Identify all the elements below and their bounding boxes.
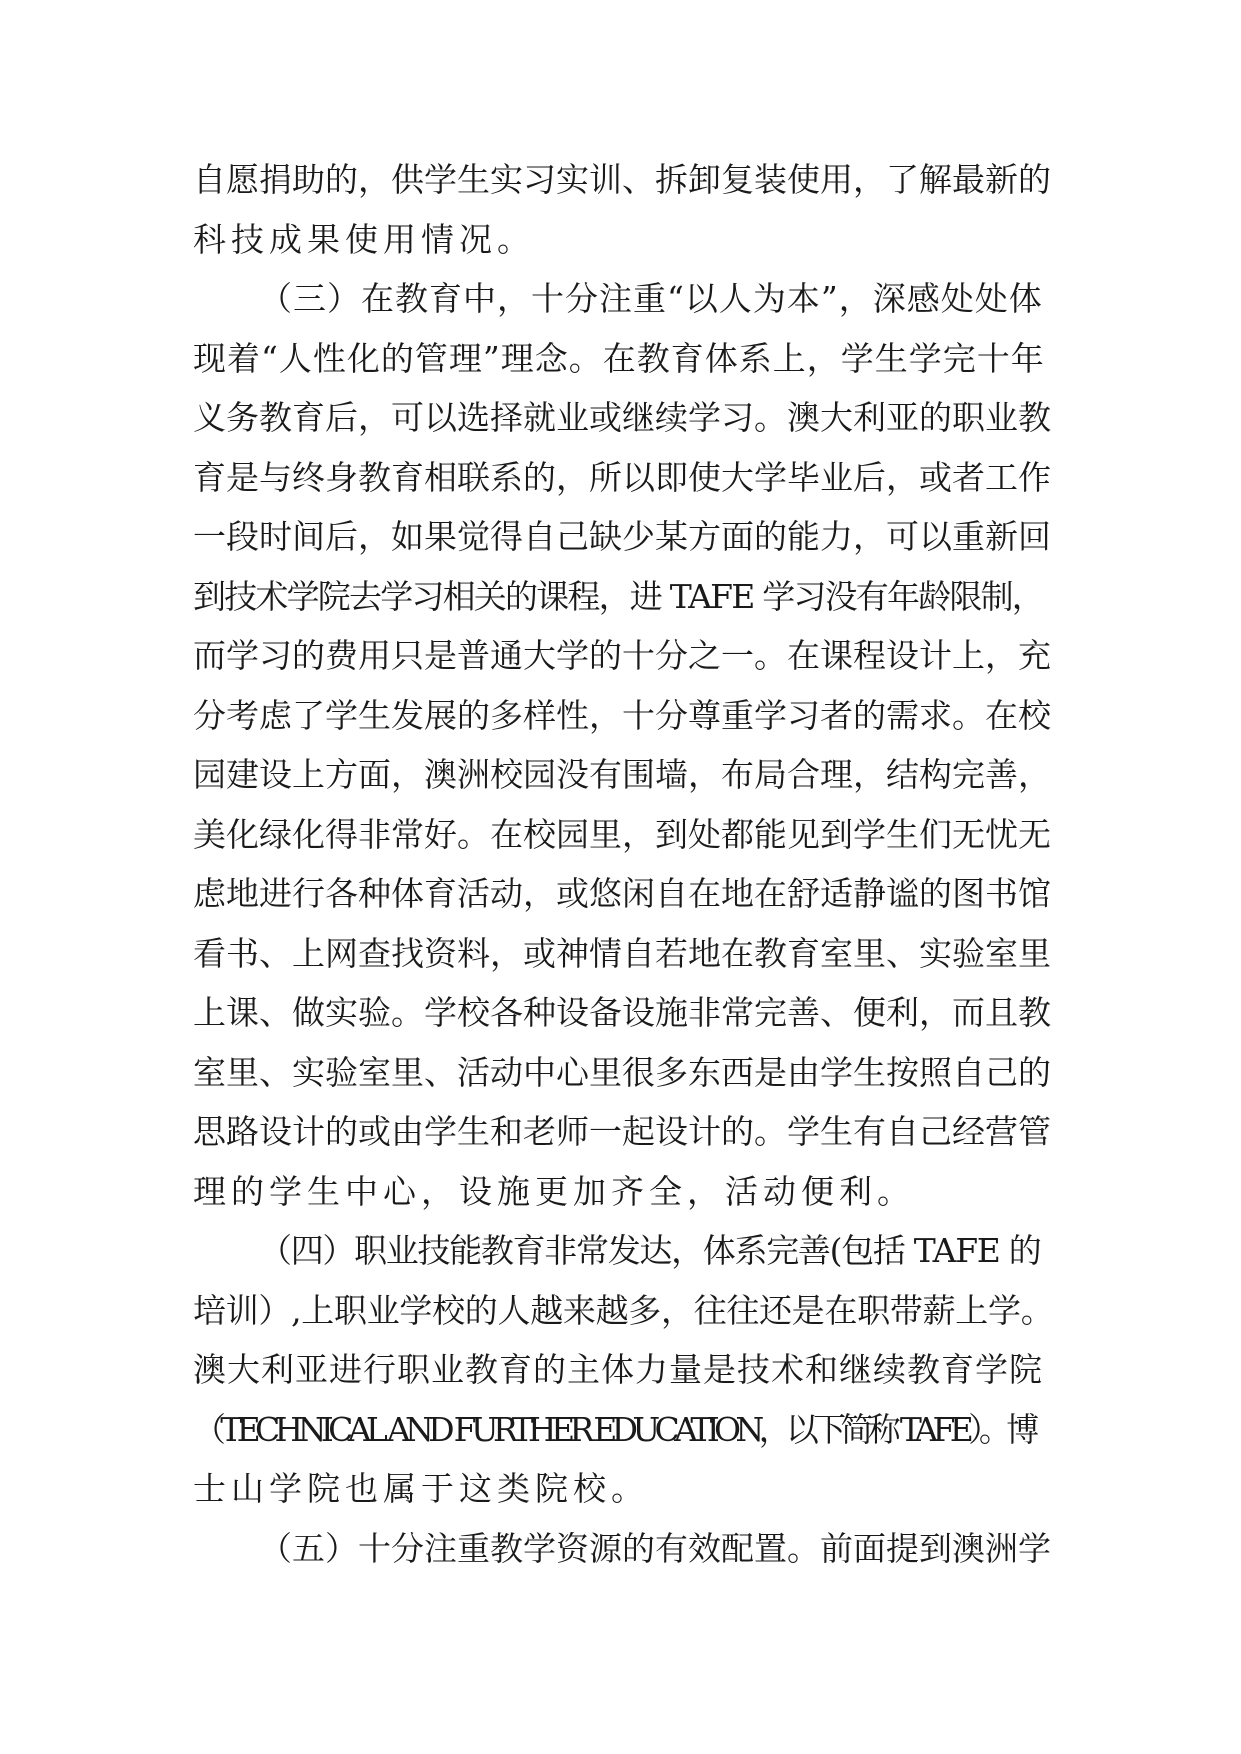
text-line-7: 一段时间后，如果觉得自己缺少某方面的能力，可以重新回 (193, 517, 1051, 556)
text-line-12: 美化绿化得非常好。在校园里，到处都能见到学生们无忧无 (193, 814, 1051, 854)
text-line-13: 虑地进行各种体育活动，或悠闲自在地在舒适静谧的图书馆 (193, 874, 1051, 913)
text-line-1: 自愿捐助的，供学生实习实训、拆卸复装使用，了解最新的 (193, 160, 1051, 199)
paragraph-5-start: （五）十分注重教学资源的有效配置。前面提到澳洲学 (259, 1528, 1051, 1568)
text-line-5: 义务教育后，可以选择就业或继续学习。澳大利亚的职业教 (193, 398, 1051, 437)
text-line-18: 理的学生中心，设施更加齐全，活动便利。 (193, 1171, 915, 1211)
text-line-8: 到技术学院去学习相关的课程，进 TAFE 学习没有年龄限制， (193, 576, 1044, 616)
text-line-6: 育是与终身教育相联系的，所以即使大学毕业后，或者工作 (193, 457, 1051, 497)
text-line-4: 现着“人性化的管理”理念。在教育体系上，学生学完十年 (193, 338, 1045, 378)
text-line-9: 而学习的费用只是普通大学的十分之一。在课程设计上，充 (193, 636, 1051, 675)
text-line-23: 士山学院也属于这类院校。 (193, 1469, 649, 1508)
text-line-17: 思路设计的或由学生和老师一起设计的。学生有自己经营管 (193, 1112, 1051, 1151)
text-line-15: 上课、做实验。学校各种设备设施非常完善、便利，而且教 (193, 993, 1051, 1032)
paragraph-4-start: （四）职业技能教育非常发达，体系完善(包括 TAFE 的 (259, 1231, 1041, 1270)
body-text (193, 150, 1053, 1578)
text-line-11: 园建设上方面，澳洲校园没有围墙，布局合理，结构完善， (193, 755, 1051, 794)
text-line-14: 看书、上网查找资料，或神情自若地在教育室里、实验室里 (193, 933, 1051, 973)
paragraph-3-start: （三）在教育中，十分注重“以人为本”，深感处处体 (259, 279, 1043, 318)
text-line-10: 分考虑了学生发展的多样性，十分尊重学习者的需求。在校 (193, 695, 1051, 735)
text-line-20: 培训）,上职业学校的人越来越多，往往还是在职带薪上学。 (193, 1290, 1054, 1330)
text-line-2: 科技成果使用情况。 (193, 219, 535, 259)
text-line-21: 澳大利亚进行职业教育的主体力量是技术和继续教育学院 (193, 1350, 1043, 1389)
text-line-22: （TECHNICAL AND FURTHER EDUCATION，以下简称 TAFE）。博 (193, 1409, 1034, 1449)
text-line-16: 室里、实验室里、活动中心里很多东西是由学生按照自己的 (193, 1052, 1051, 1092)
